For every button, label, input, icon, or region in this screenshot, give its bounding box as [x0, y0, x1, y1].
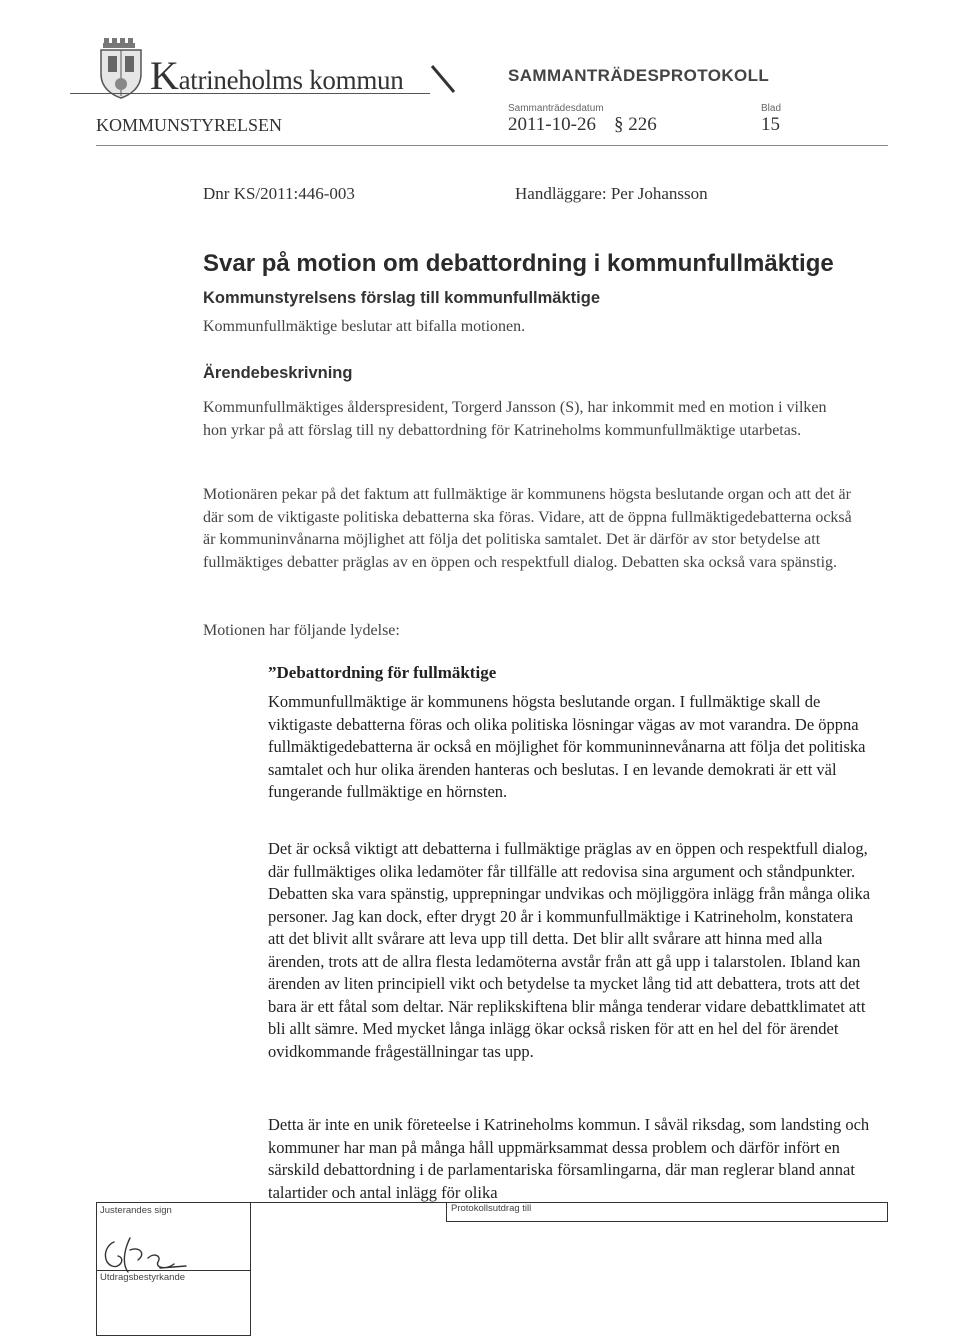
case-officer: Handläggare: Per Johansson [515, 184, 708, 203]
section-heading: Ärendebeskrivning [203, 364, 353, 382]
decision-text: Kommunfullmäktige beslutar att bifalla motionen. [203, 318, 526, 335]
municipality-name [150, 52, 403, 99]
utdragsbestyrkande-label: Utdragsbestyrkande [100, 1272, 186, 1283]
protokollsutdrag-label: Protokollsutdrag till [451, 1203, 532, 1214]
page-number: 15 [761, 114, 780, 135]
quote-paragraph: Det är också viktigt att debatterna i fullmäktige präglas av en öppen och respektfull dialog, där fullmäktiges olika ledamöter får tillfälle att redovisa sina argument och ståndpunkter. Debatten ska vara spänstig, upprepningar undvikas och möjliggöra inlägg från många olika personer. Jag kan dock, efter drygt 20 år i kommunfullmäktige i Katrineholm, konstatera att det blivit allt svårare att leva upp till detta. Det blir allt svårare att hinna med alla ärenden, trots att de allra flesta ledamöterna avstår från att gå upp i talarstolen. Ibland kan ärenden av liten principiell vikt och betydelse ta mycket lång tid att debattera, trots att det bara är ett fåtal som deltar. När replikskiftena blir många tenderar vidare debattklimatet att bli allt sämre. Med mycket långa inlägg ökar också risken för att en hel del för ärendet ovidkommande frågeställningar tas upp. [268, 839, 871, 1061]
header-underline [70, 93, 430, 94]
paragraph-number: § 226 [614, 114, 657, 135]
date-label: Sammanträdesdatum [508, 103, 604, 114]
logo-slash-mark [430, 64, 456, 94]
handwritten-signature [100, 1228, 210, 1278]
board-name: KOMMUNSTYRELSEN [96, 115, 283, 135]
document-type: SAMMANTRÄDESPROTOKOLL [508, 66, 770, 85]
municipality-name-rest: atrineholms kommun [178, 65, 404, 95]
diary-number: Dnr KS/2011:446-003 [203, 184, 355, 203]
header-divider [96, 145, 888, 146]
body-paragraph: Kommunfullmäktiges ålderspresident, Torgerd Jansson (S), har inkommit med en motion i vilken hon yrkar på att förslag till ny debattordning för Katrineholms kommunfullmäktige utarbetas. [203, 399, 827, 439]
body-paragraph: Motionären pekar på det faktum att fullmäktige är kommunens högsta beslutande organ och att det är där som de viktigaste politiska debatterna ska föras. Vidare, att de öppna fullmäktigedebatterna också är kommuninvånarna möjlighet att följa det politiska samtalet. Det är därför av stor betydelse att fullmäktiges debatter präglas av en öppen och respektfull dialog. Debatten ska också vara spänstig. [203, 486, 852, 571]
municipality-initial: K [150, 53, 179, 98]
meeting-date: 2011-10-26 [508, 114, 596, 135]
quote-heading: ”Debattordning för fullmäktige [268, 663, 497, 682]
quote-paragraph: Detta är inte en unik företeelse i Katrineholms kommun. I såväl riksdag, som landsting och kommuner har man på många håll uppmärksammat dessa problem och därför infört en särskild debattordning i de parlamentariska församlingarna, där man reglerar bland annat talartider och antal inlägg för olika [268, 1115, 870, 1202]
municipal-coat-of-arms-logo [96, 38, 146, 100]
justerandes-sign-label: Justerandes sign [100, 1205, 172, 1216]
body-paragraph: Motionen har följande lydelse: [203, 622, 400, 639]
page-label: Blad [761, 103, 782, 114]
proposal-heading: Kommunstyrelsens förslag till kommunfullmäktige [203, 289, 600, 307]
quote-paragraph: Kommunfullmäktige är kommunens högsta beslutande organ. I fullmäktige skall de viktigaste debatterna föras och olika politiska lösningar vägas av mot varandra. De öppna fullmäktigedebatterna är också en möjlighet för kommuninnevånarna att följa det politiska samtalet och hur olika ärenden hanteras och beslutas. I en levande demokrati är ett väl fungerande fullmäktige en hörnsten. [268, 692, 866, 801]
document-title: Svar på motion om debattordning i kommunfullmäktige [203, 250, 834, 277]
